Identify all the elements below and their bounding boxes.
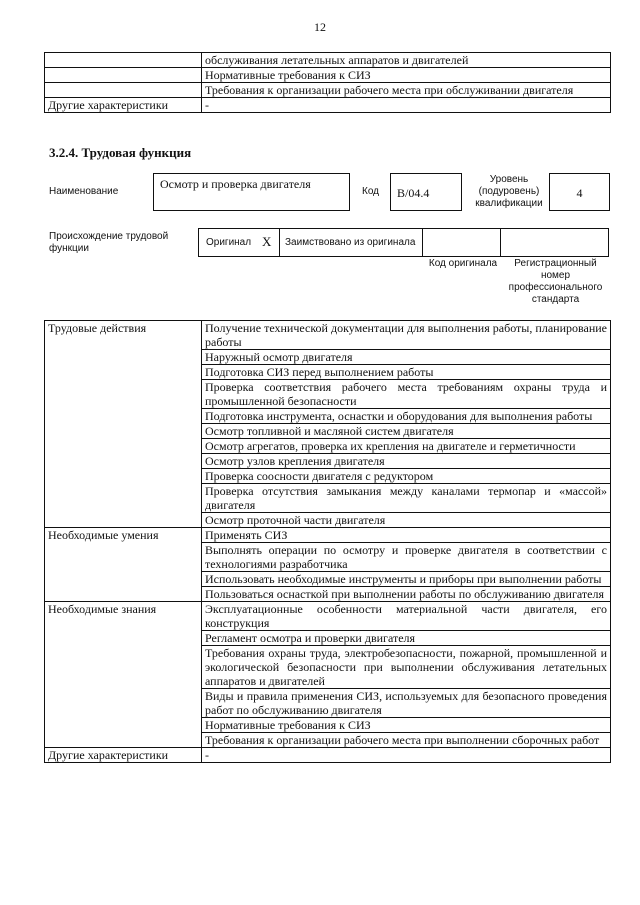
table-cell: Проверка соответствия рабочего места требованиям охраны труда и промышленной безопасности	[202, 380, 611, 409]
main-table	[44, 320, 611, 763]
table-cell: Регламент осмотра и проверки двигателя	[202, 631, 611, 646]
knowledge-label: Необходимые знания	[45, 602, 202, 748]
table-cell: Наружный осмотр двигателя	[202, 350, 611, 365]
table-cell: Выполнять операции по осмотру и проверке двигателя в соответствии с технологиями разработчика	[202, 543, 611, 572]
table-row	[45, 98, 611, 113]
top-table	[44, 52, 611, 113]
table-cell: Осмотр топливной и масляной систем двигателя	[202, 424, 611, 439]
original-label: Оригинал	[206, 237, 252, 248]
table-cell: Осмотр агрегатов, проверка их крепления на двигателе и герметичности	[202, 439, 611, 454]
table-cell: Эксплуатационные особенности материальной части двигателя, его конструкция	[202, 602, 611, 631]
table-cell: Использовать необходимые инструменты и приборы при выполнении работы	[202, 572, 611, 587]
level-value: 4	[576, 186, 583, 200]
original-mark: X	[262, 234, 272, 249]
actions-label: Трудовые действия	[45, 321, 202, 528]
table-row	[45, 68, 611, 83]
table-cell: Осмотр узлов крепления двигателя	[202, 454, 611, 469]
divider	[422, 229, 423, 256]
skills-label: Необходимые умения	[45, 528, 202, 602]
other-characteristics-value: -	[202, 98, 611, 113]
table-row	[45, 53, 611, 68]
table-row	[45, 602, 611, 631]
level-label: Уровень (подуровень) квалификации	[475, 174, 543, 209]
name-label: Наименование	[49, 186, 119, 197]
table-row	[45, 83, 611, 98]
level-box	[549, 173, 610, 211]
other-characteristics-label: Другие характеристики	[45, 98, 202, 113]
other-characteristics-value: -	[202, 748, 611, 763]
table-cell: Получение технической документации для выполнения работы, планирование работы	[202, 321, 611, 350]
table-row	[45, 748, 611, 763]
code-value: В/04.4	[397, 186, 430, 200]
table-cell: обслуживания летательных аппаратов и двигателей	[202, 53, 611, 68]
table-cell: Подготовка СИЗ перед выполнением работы	[202, 365, 611, 380]
table-cell: Применять СИЗ	[202, 528, 611, 543]
section-title: 3.2.4. Трудовая функция	[49, 145, 192, 160]
table-cell: Пользоваться оснасткой при выполнении работы по обслуживанию двигателя	[202, 587, 611, 602]
other-characteristics-label: Другие характеристики	[45, 748, 202, 763]
table-cell: Нормативные требования к СИЗ	[202, 718, 611, 733]
table-cell: Требования охраны труда, электробезопасности, пожарной, промышленной и экологической безопасности при выполнении обслуживания летательных аппаратов и двигателей	[202, 646, 611, 689]
table-cell: Виды и правила применения СИЗ, используемых для безопасного проведения работ по обслуживанию двигателя	[202, 689, 611, 718]
function-name: Осмотр и проверка двигателя	[160, 177, 311, 191]
table-cell: Осмотр проточной части двигателя	[202, 513, 611, 528]
reg-caption: Регистрационный номер профессионального стандарта	[508, 258, 603, 305]
code-box	[390, 173, 462, 211]
divider	[279, 229, 280, 256]
table-cell: Подготовка инструмента, оснастки и оборудования для выполнения работы	[202, 409, 611, 424]
origin-box	[198, 228, 609, 257]
code-label: Код	[362, 186, 380, 197]
table-row	[45, 321, 611, 350]
table-cell: Проверка соосности двигателя с редуктором	[202, 469, 611, 484]
divider	[500, 229, 501, 256]
code-caption: Код оригинала	[428, 258, 498, 269]
table-row	[45, 528, 611, 543]
function-name-box	[153, 173, 350, 211]
borrowed-label: Заимствовано из оригинала	[285, 237, 416, 248]
origin-label: Происхождение трудовой функции	[49, 231, 169, 254]
page-number: 12	[314, 20, 326, 34]
table-cell: Требования к организации рабочего места при выполнении сборочных работ	[202, 733, 611, 748]
table-cell: Нормативные требования к СИЗ	[202, 68, 611, 83]
table-cell: Проверка отсутствия замыкания между каналами термопар и «массой» двигателя	[202, 484, 611, 513]
table-cell: Требования к организации рабочего места при обслуживании двигателя	[202, 83, 611, 98]
